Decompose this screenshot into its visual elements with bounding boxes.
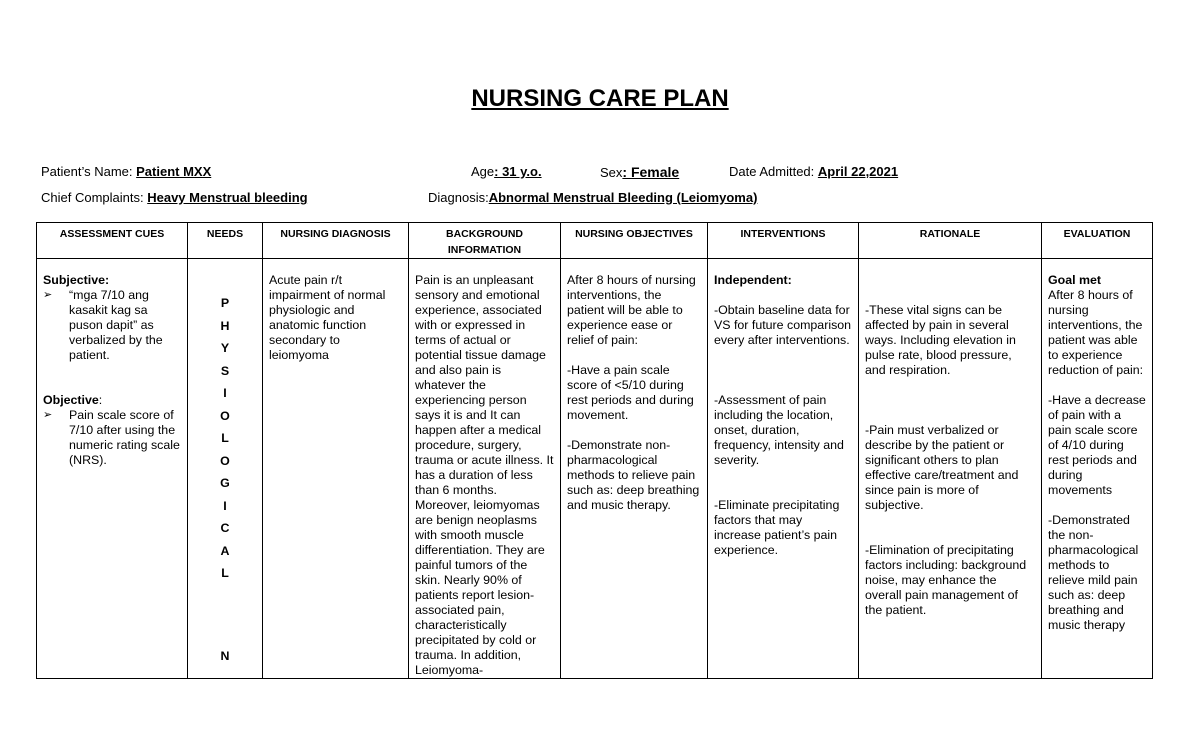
needs-letter: G <box>220 476 230 490</box>
bullet-arrow-icon: ➢ <box>43 289 53 301</box>
subjective-label: Subjective: <box>43 273 110 287</box>
diagnosis-label: Diagnosis: <box>428 190 489 205</box>
rationale-cell <box>859 259 1042 679</box>
evaluation-cell <box>1042 259 1153 679</box>
interventions-heading: Independent: <box>714 273 792 287</box>
diagnosis <box>428 190 757 206</box>
patient-name-value: Patient MXX <box>136 164 212 179</box>
header-diagnosis: NURSING DIAGNOSIS <box>263 223 409 259</box>
rationale-item-2: -Pain must verbalized or describe by the patient or significant others to plan effective care/treatment and since pain is more of subjective. <box>865 423 1019 512</box>
chief-complaints <box>41 190 308 206</box>
page-title: NURSING CARE PLAN <box>471 85 729 112</box>
needs-letter: O <box>220 453 230 468</box>
complaints-value: Heavy Menstrual bleeding <box>147 190 308 205</box>
age-label: Age <box>471 164 495 179</box>
needs-letter: L <box>221 431 229 445</box>
needs-letter: I <box>223 386 227 400</box>
assessment-cell <box>37 259 188 679</box>
date-admitted <box>729 164 898 180</box>
objective-item-1: After 8 hours of nursing interventions, the patient will be able to experience ease or relief of pain: <box>567 273 696 347</box>
objective-item <box>43 408 181 468</box>
needs-letter: L <box>221 566 229 580</box>
bullet-arrow-icon: ➢ <box>43 409 53 421</box>
complaints-label: Chief Complaints: <box>41 190 148 205</box>
evaluation-item-2: -Demonstrated the non-pharmacological methods to relieve mild pain such as: deep breathing and music therapy <box>1048 513 1139 632</box>
rationale-item-1: -These vital signs can be affected by pain in several ways. Including elevation in pulse rate, blood pressure, and respiration. <box>865 303 1016 377</box>
needs-letter: I <box>223 498 227 513</box>
header-objectives: NURSING OBJECTIVES <box>561 223 708 259</box>
header-row <box>37 223 1153 259</box>
evaluation-item-1: -Have a decrease of pain with a pain scale score of 4/10 during rest periods and during movements <box>1048 393 1146 497</box>
header-rationale: RATIONALE <box>859 223 1042 259</box>
subjective-text: “mga 7/10 ang kasakit kag sa puson dapit” as verbalized by the patient. <box>69 288 163 362</box>
objectives-cell <box>561 259 708 679</box>
objective-colon: : <box>98 393 103 407</box>
needs-letter: P <box>220 296 230 310</box>
background-cell <box>409 259 561 679</box>
needs-letter: A <box>220 543 230 558</box>
needs-letter: Y <box>220 341 230 355</box>
rationale-item-3: -Elimination of precipitating factors including: background noise, may enhance the overall pain management of the patient. <box>865 543 1027 617</box>
age-value: : 31 y.o. <box>494 164 542 179</box>
sex-value: : Female <box>622 164 680 180</box>
header-evaluation: EVALUATION <box>1042 223 1153 259</box>
needs-cell <box>188 259 263 679</box>
header-interventions: INTERVENTIONS <box>708 223 859 259</box>
intervention-item-2: -Assessment of pain including the location, onset, duration, frequency, intensity and severity. <box>714 393 844 467</box>
intervention-item-3: -Eliminate precipitating factors that may increase patient’s pain experience. <box>714 498 840 557</box>
admitted-value: April 22,2021 <box>817 164 899 179</box>
intervention-item-1: -Obtain baseline data for VS for future comparison every after interventions. <box>714 303 852 347</box>
patient-name <box>41 164 298 180</box>
evaluation-heading: Goal met <box>1048 273 1102 287</box>
patient-sex <box>600 164 697 181</box>
interventions-cell <box>708 259 859 679</box>
background-text: Pain is an unpleasant sensory and emotional experience, associated with or expressed in terms of actual or potential tissue damage and also pain is whatever the experiencing person says it is and It can happen after a medical procedure, surgery, trauma or acute illness. It has a duration of less than 6 months. Moreover, leiomyomas are benign neoplasms with smooth muscle differentiation. They are painful tumors of the skin. Nearly 90% of patients report lesion-associated pain, characteristically precipitated by cold or trauma. In addition, Leiomyoma- <box>415 273 554 677</box>
objective-heading <box>43 393 181 408</box>
diagnosis-value: Abnormal Menstrual Bleeding (Leiomyoma) <box>488 190 758 205</box>
needs-letter: H <box>220 318 230 333</box>
objective-item-3: -Demonstrate non-pharmacological methods to relieve pain such as: deep breathing and music therapy. <box>567 438 700 512</box>
header-assessment: ASSESSMENT CUES <box>37 223 188 259</box>
objective-item-2: -Have a pain scale score of <5/10 during rest periods and during movement. <box>567 363 694 422</box>
patient-name-label: Patient’s Name: <box>41 164 137 179</box>
evaluation-intro: After 8 hours of nursing interventions, the patient was able to experience reduction of pain: <box>1048 288 1144 377</box>
patient-age <box>471 164 542 180</box>
subjective-item <box>43 288 181 363</box>
needs-letters <box>194 277 256 667</box>
needs-letter: C <box>220 521 230 535</box>
sex-label: Sex <box>600 165 623 180</box>
header-background: BACKGROUND INFORMATION <box>409 223 561 259</box>
table-row <box>37 259 1153 679</box>
needs-letter: S <box>220 363 230 378</box>
objective-text: Pain scale score of 7/10 after using the numeric rating scale (NRS). <box>69 408 180 467</box>
nursing-diagnosis-cell <box>263 259 409 679</box>
objective-label: Objective <box>43 393 99 407</box>
admitted-label: Date Admitted: <box>729 164 818 179</box>
needs-letter: O <box>220 408 230 423</box>
nursing-diagnosis-text: Acute pain r/t impairment of normal physiologic and anatomic function secondary to leiomyoma <box>269 273 386 362</box>
care-plan-table <box>36 222 1153 679</box>
header-needs: NEEDS <box>188 223 263 259</box>
needs-letter: N <box>220 648 230 663</box>
